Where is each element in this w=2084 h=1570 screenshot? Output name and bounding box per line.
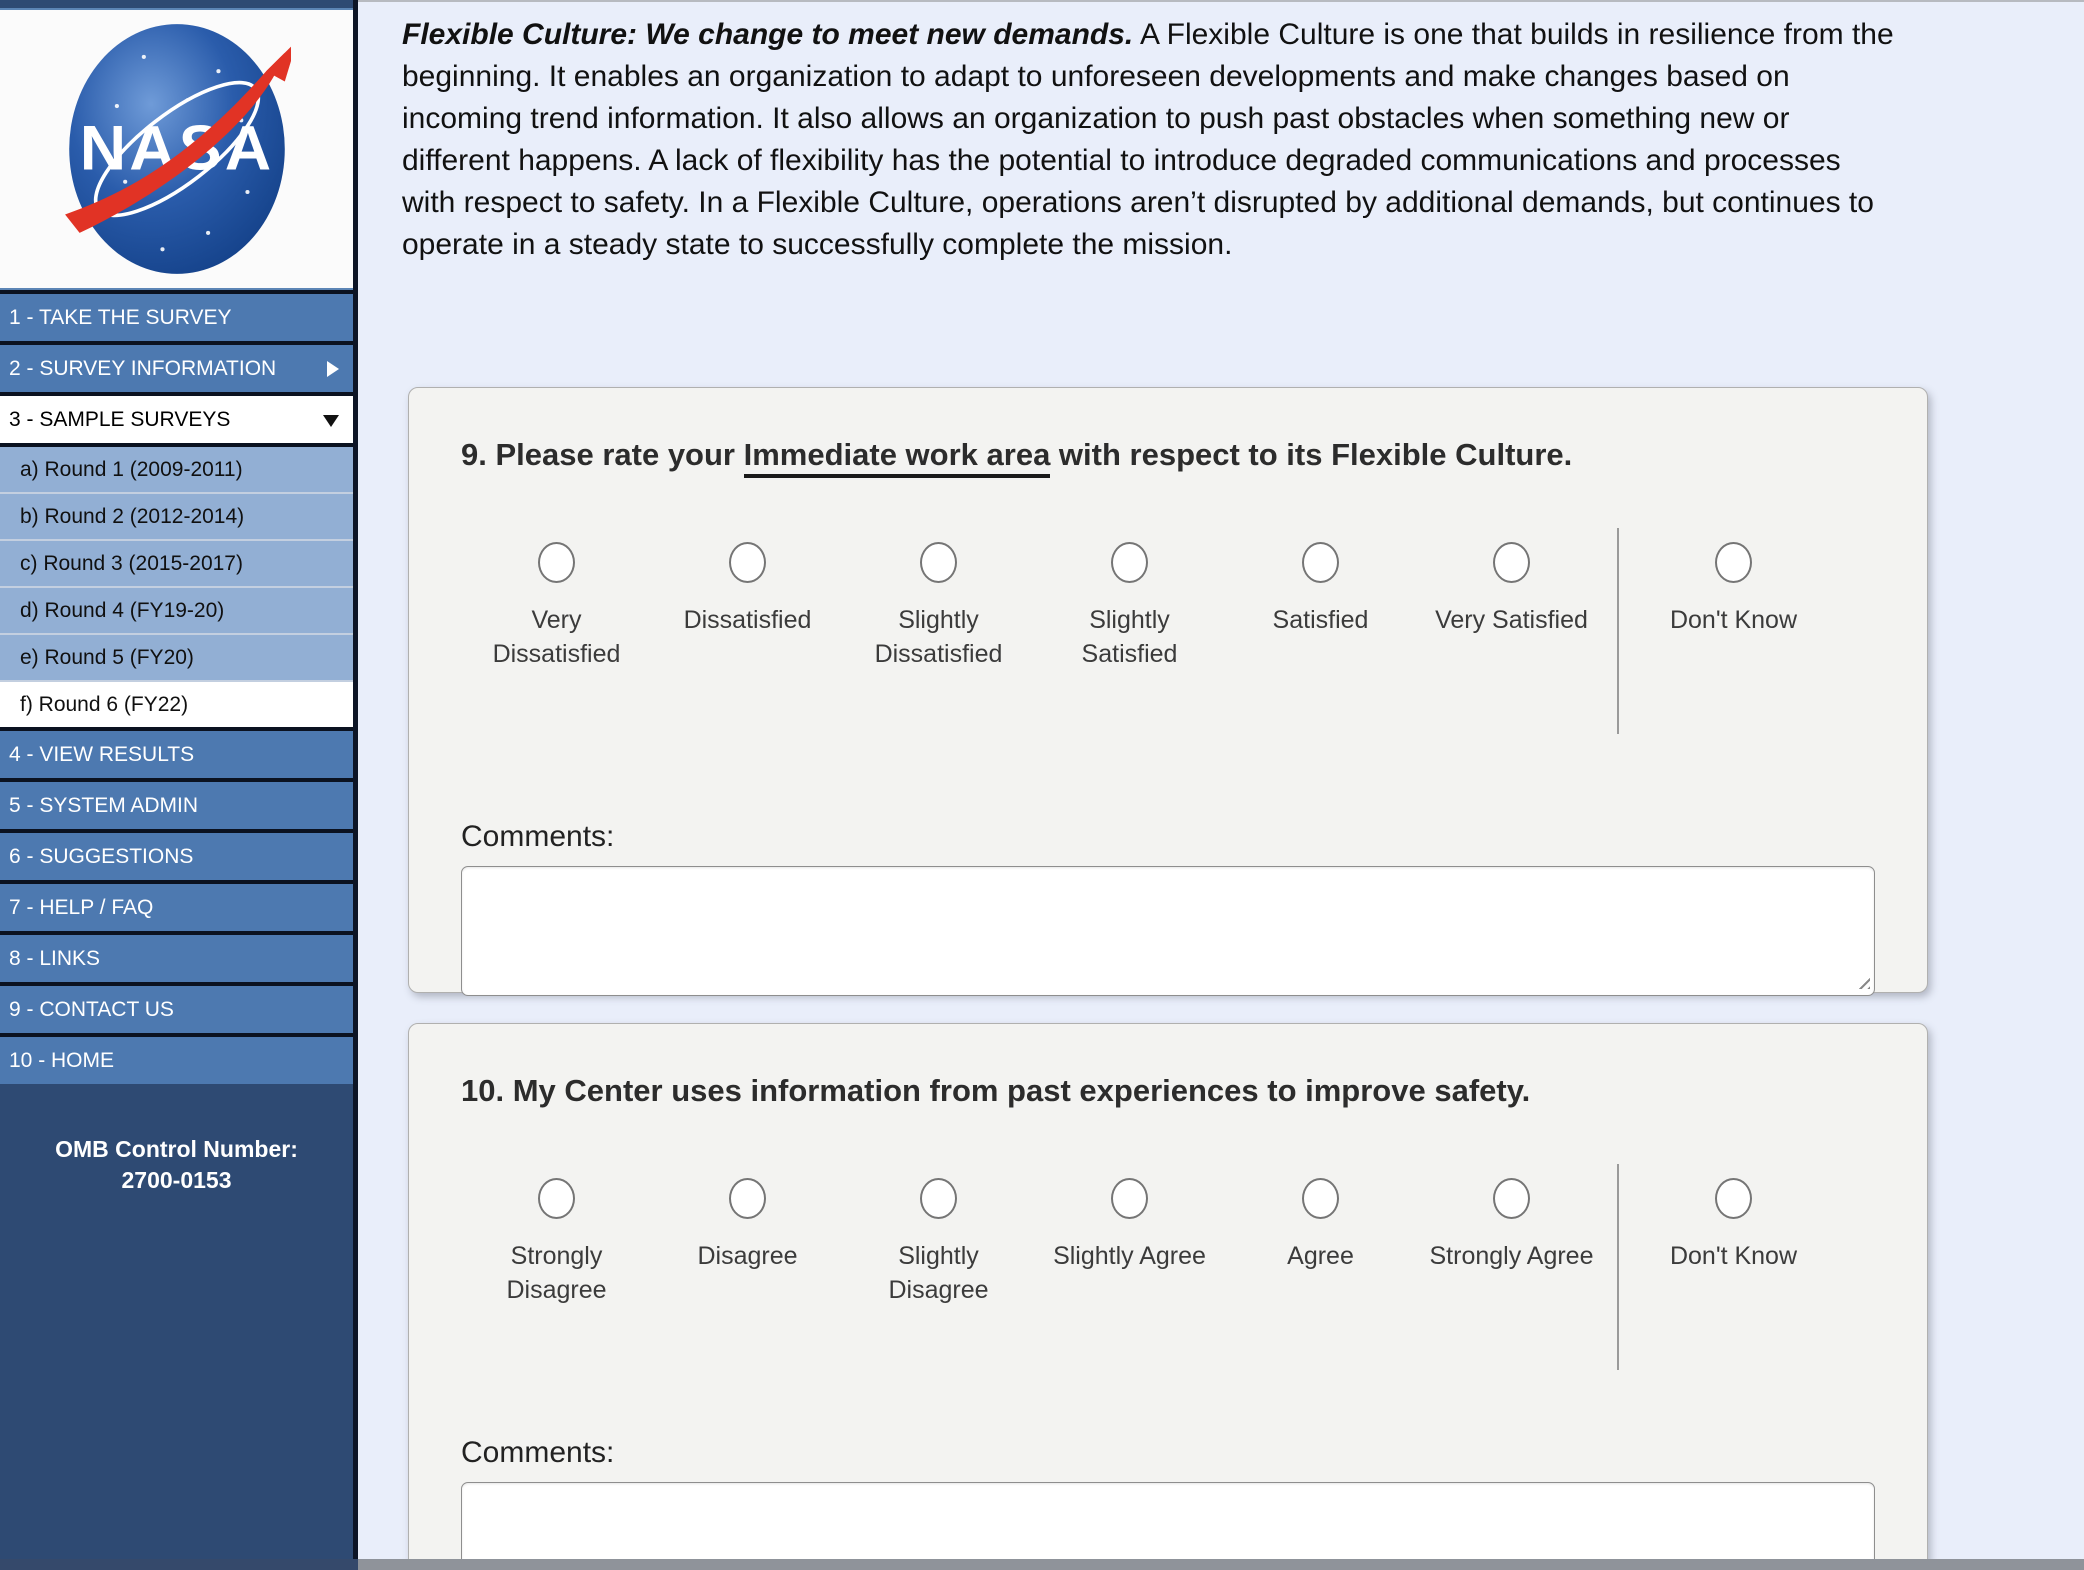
sidebar-item-label: e) Round 5 (FY20) — [20, 646, 194, 669]
flexible-culture-body: A Flexible Culture is one that builds in resilience from the beginning. It enables an organization to adapt to unforeseen developments and make changes based on incoming trend information. It also allows an organization to push past obstacles when something new or different happens. A lack of flexibility has the potential to introduce degraded communications and processes with respect to safety. In a Flexible Culture, operations aren’t disrupted by additional demands, but continues to operate in a steady state to successfully complete the mission. — [402, 18, 1894, 261]
q10-comments-textarea[interactable] — [461, 1482, 1875, 1570]
sidebar-item-sample-surveys[interactable] — [0, 392, 353, 443]
sidebar-menu — [0, 290, 353, 1084]
comments-label: Comments: — [461, 1436, 615, 1469]
submenu-expand-icon — [327, 361, 339, 377]
q9-radio-dissatisfied[interactable] — [729, 542, 766, 583]
sidebar-item-round-4[interactable] — [0, 586, 353, 633]
q9-radio-very-satisfied[interactable] — [1493, 542, 1530, 583]
option-label: Slightly Dissatisfied — [874, 606, 1003, 668]
question-9-comments — [461, 820, 1875, 996]
q10-option-3 — [843, 1178, 1034, 1307]
bottom-edge-sidebar-segment — [0, 1559, 358, 1570]
option-label: Slightly Satisfied — [1081, 606, 1178, 668]
q9-option-5 — [1225, 542, 1416, 637]
q10-radio-agree[interactable] — [1302, 1178, 1339, 1219]
question-10-options — [461, 1178, 1875, 1370]
submenu-collapse-icon — [323, 415, 339, 427]
sidebar-item-contact-us[interactable] — [0, 982, 353, 1033]
q9-comments-textarea[interactable] — [461, 866, 1875, 996]
sidebar-item-survey-information[interactable] — [0, 341, 353, 392]
dont-know-divider — [1617, 1164, 1619, 1370]
q9-option-2 — [652, 542, 843, 637]
sidebar-item-view-results[interactable] — [0, 727, 353, 778]
sidebar-item-round-3[interactable] — [0, 539, 353, 586]
q10-radio-strongly-agree[interactable] — [1493, 1178, 1530, 1219]
sidebar-item-label: b) Round 2 (2012-2014) — [20, 505, 245, 528]
sidebar-item-system-admin[interactable] — [0, 778, 353, 829]
q10-option-dont-know — [1631, 1178, 1836, 1273]
sidebar-item-label: d) Round 4 (FY19-20) — [20, 599, 225, 622]
omb-control-number — [0, 1134, 353, 1196]
dont-know-divider — [1617, 528, 1619, 734]
window-top-edge — [358, 0, 2084, 2]
sidebar-item-label: 2 - SURVEY INFORMATION — [9, 357, 277, 380]
sidebar-item-round-6[interactable] — [0, 680, 353, 727]
sidebar-item-label: 6 - SUGGESTIONS — [9, 845, 194, 868]
sidebar-item-help-faq[interactable] — [0, 880, 353, 931]
option-label: Slightly Disagree — [888, 1242, 989, 1304]
sidebar-item-suggestions[interactable] — [0, 829, 353, 880]
option-label: Don't Know — [1669, 1242, 1798, 1270]
sidebar-item-round-1[interactable] — [0, 443, 353, 492]
q9-option-dont-know — [1631, 542, 1836, 637]
question-9-title: 9. Please rate your Immediate work area with respect to its Flexible Culture. — [461, 436, 1875, 474]
sidebar-item-label: 9 - CONTACT US — [9, 998, 174, 1021]
option-label: Slightly Agree — [1053, 1242, 1206, 1270]
question-10-comments — [461, 1436, 1875, 1570]
sidebar — [0, 0, 358, 1570]
q9-radio-slightly-dissatisfied[interactable] — [920, 542, 957, 583]
sidebar-item-label: 7 - HELP / FAQ — [9, 896, 154, 919]
sidebar-item-label: 4 - VIEW RESULTS — [9, 743, 195, 766]
sidebar-item-home[interactable] — [0, 1033, 353, 1084]
q10-radio-dont-know[interactable] — [1715, 1178, 1752, 1219]
option-label: Agree — [1287, 1242, 1354, 1270]
svg-text:NASA: NASA — [79, 111, 274, 184]
option-label: Satisfied — [1272, 606, 1369, 634]
question-10-card — [408, 1023, 1928, 1570]
q10-option-6 — [1416, 1178, 1607, 1273]
q10-option-4 — [1034, 1178, 1225, 1273]
q9-radio-satisfied[interactable] — [1302, 542, 1339, 583]
window-bottom-edge — [0, 1559, 2084, 1570]
sidebar-item-label: a) Round 1 (2009-2011) — [20, 458, 243, 481]
flexible-culture-description — [358, 0, 1897, 266]
q10-radio-slightly-agree[interactable] — [1111, 1178, 1148, 1219]
question-9-options — [461, 542, 1875, 734]
sidebar-item-round-5[interactable] — [0, 633, 353, 680]
sidebar-item-label: c) Round 3 (2015-2017) — [20, 552, 243, 575]
option-label: Strongly Agree — [1429, 1242, 1594, 1270]
flexible-culture-lead: Flexible Culture: We change to meet new demands. — [402, 18, 1134, 51]
sidebar-item-label: 8 - LINKS — [9, 947, 101, 970]
option-label: Don't Know — [1669, 606, 1798, 634]
bottom-edge-content-segment — [358, 1559, 2084, 1570]
q10-option-1 — [461, 1178, 652, 1307]
sidebar-item-label: f) Round 6 (FY22) — [20, 693, 189, 716]
q10-radio-disagree[interactable] — [729, 1178, 766, 1219]
option-label: Very Satisfied — [1435, 606, 1588, 634]
omb-line2: 2700-0153 — [121, 1167, 232, 1193]
q9-option-1 — [461, 542, 652, 671]
q10-option-2 — [652, 1178, 843, 1273]
option-label: Strongly Disagree — [506, 1242, 607, 1304]
q10-radio-strongly-disagree[interactable] — [538, 1178, 575, 1219]
q10-comments-wrap — [461, 1482, 1875, 1570]
sidebar-item-round-2[interactable] — [0, 492, 353, 539]
sidebar-item-label: 3 - SAMPLE SURVEYS — [9, 408, 231, 431]
nasa-logo — [0, 8, 353, 290]
sidebar-item-label: 1 - TAKE THE SURVEY — [9, 306, 232, 329]
q9-radio-slightly-satisfied[interactable] — [1111, 542, 1148, 583]
sidebar-item-links[interactable] — [0, 931, 353, 982]
comments-label: Comments: — [461, 820, 615, 853]
q9-option-4 — [1034, 542, 1225, 671]
sidebar-item-label: 5 - SYSTEM ADMIN — [9, 794, 199, 817]
question-9-card — [408, 387, 1928, 993]
q9-option-6 — [1416, 542, 1607, 637]
omb-line1: OMB Control Number: — [55, 1136, 298, 1162]
q10-radio-slightly-disagree[interactable] — [920, 1178, 957, 1219]
option-label: Dissatisfied — [683, 606, 812, 634]
option-label: Very Dissatisfied — [492, 606, 621, 668]
sidebar-item-label: 10 - HOME — [9, 1049, 115, 1072]
option-label: Disagree — [697, 1242, 798, 1270]
question-10-title: 10. My Center uses information from past experiences to improve safety. — [461, 1073, 1531, 1108]
question-9-title-emphasis: Immediate work area — [744, 437, 1051, 478]
nasa-meatball-icon — [63, 18, 291, 280]
sidebar-item-take-the-survey[interactable] — [0, 290, 353, 341]
q9-radio-very-dissatisfied[interactable] — [538, 542, 575, 583]
q9-radio-dont-know[interactable] — [1715, 542, 1752, 583]
main-content — [358, 0, 2084, 1570]
q9-option-3 — [843, 542, 1034, 671]
q9-comments-wrap — [461, 866, 1875, 996]
q10-option-5 — [1225, 1178, 1416, 1273]
